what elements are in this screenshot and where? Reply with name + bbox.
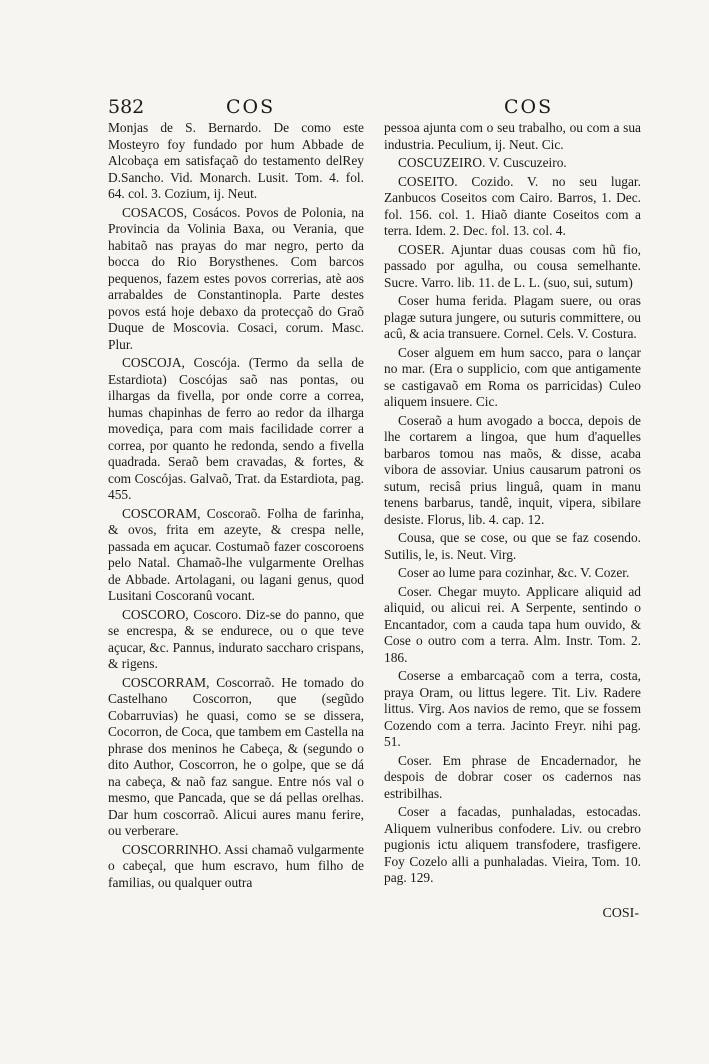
entry-paragraph: pessoa ajunta com o seu trabalho, ou com a sua industria. Peculium, ij. Neut. Cic.	[384, 120, 641, 152]
left-running-head: COS	[226, 96, 276, 118]
right-column	[384, 120, 641, 887]
entry-paragraph: Coser. Em phrase de Encadernador, he despois de dobrar coser os cadernos nas estribilhas.	[384, 752, 641, 801]
entry-paragraph: COSACOS, Cosácos. Povos de Polonia, na Provincia da Volinia Baxa, ou Verania, que habitaõ nas prayas do mar negro, perto da bocca do Rio Borysthenes. Com barcos pequenos, fazem estes povos correrias, atè aos arrabaldes de Constantinopla. Parte destes povos está hoje debaxo da protecçaõ do Graõ Duque de Moscovia. Cosaci, corum. Masc. Plur.	[108, 204, 364, 352]
entry-paragraph: Coser alguem em hum sacco, para o lançar no mar. (Era o supplicio, com que antigamente se castigavaõ em Roma os parricidas) Culeo aliquem insuere. Cic.	[384, 344, 641, 409]
entry-paragraph: Coser. Chegar muyto. Applicare aliquid ad aliquid, ou alicui rei. A Serpente, sentindo o Encantador, com a cauda tapa hum ouvido, & Cose o outro com a terra. Alm. Instr. Tom. 2. 186.	[384, 583, 641, 665]
entry-paragraph: COSCORAM, Coscoraõ. Folha de farinha, & ovos, frita em azeyte, & crespa nelle, passada em açucar. Costumaõ fazer coscoroens pelo Natal. Chamaõ-lhe vulgarmente Orelhas de Abbade. Artolagani, ou lagani genus, quod Lusitani Coscoranû vocant.	[108, 505, 364, 603]
left-column	[108, 120, 364, 891]
entry-paragraph: COSEITO. Cozido. V. no seu lugar. Zanbucos Coseitos com Cairo. Barros, 1. Dec. fol. 156. col. 1. Hiaõ diante Coseitos com a terra. Idem. 2. Dec. fol. 13. col. 4.	[384, 173, 641, 238]
entry-paragraph: Coser ao lume para cozinhar, &c. V. Cozer.	[398, 565, 630, 580]
entry-paragraph: Coser a facadas, punhaladas, estocadas. Aliquem vulneribus confodere. Liv. ou crebro pugionis ictu aliquem transfodere, trasfigere. Foy Cozelo alli a punhaladas. Vieira, Tom. 10. pag. 129.	[384, 804, 641, 885]
entry-paragraph: COSCOJA, Coscója. (Termo da sella de Estardiota) Coscójas saõ nas pontas, ou ilhargas da fivella, por onde corre a correa, humas chapinhas de ferro ao redor da ilharga movediça, para com mais facilidade correr a correa, por quanto he redonda, sendo a fivella quadrada. Seraõ bem cravadas, & fortes, & com Coscójas. Galvaõ, Trat. da Estardiota, pag. 455.	[108, 355, 364, 502]
entry-paragraph: Coseraõ a hum avogado a bocca, depois de lhe cortarem a lingoa, que hum d'aquelles barbaros tomou nas maõs, & disse, acaba vibora de assoviar. Unius causarum patroni os sutum, recisâ prius linguâ, quam in manu tenens barbarus, tandê, inquit, vipera, sibilare desiste. Florus, lib. 4. cap. 12.	[384, 412, 641, 527]
entry-paragraph: COSCORRAM, Coscorraõ. He tomado do Castelhano Coscorron, que (segũdo Cobarruvias) he quasi, como se se dissera, Cocorron, de Coca, que tambem em Castella na phrase dos meninos he Cabeça, & (segundo o dito Author, Coscorron, he o golpe, que se dá na cabeça, & naõ faz sangue. Entre nós val o mesmo, que Pancada, que se dá pellas orelhas. Dar hum coscorraõ. Alicui aures manu ferire, ou verberare.	[108, 674, 364, 838]
entry-paragraph: Coser huma ferida. Plagam suere, ou oras plagæ sutura jungere, ou suturis committere, ou acû, & acia transuere. Cornel. Cels. V. Costura.	[384, 293, 641, 341]
entry-paragraph: Cousa, que se cose, ou que se faz cosendo. Sutilis, le, is. Neut. Virg.	[384, 530, 641, 562]
entry-paragraph: COSCUZEIRO. V. Cuscuzeiro.	[398, 155, 567, 170]
catchword: COSI-	[602, 906, 639, 921]
entry-paragraph: Coserse a embarcaçaõ com a terra, costa, praya Oram, ou littus legere. Tit. Liv. Radere littus. Virg. Aos navios de remo, que se fossem Cozendo com a terra. Jacinto Freyr. nihi pag. 51.	[384, 668, 641, 749]
entry-paragraph: Monjas de S. Bernardo. De como este Mosteyro foy fundado por hum Abbade de Alcobaça em satisfaçaõ do testamento delRey D.Sancho. Vid. Monarch. Lusit. Tom. 4. fol. 64. col. 3. Cozium, ij. Neut.	[108, 120, 364, 201]
page-number: 582	[108, 96, 145, 118]
entry-paragraph: COSCORRINHO. Assi chamaõ vulgarmente o cabeçal, que hum escravo, hum filho de familias, ou qualquer outra	[108, 841, 364, 890]
entry-paragraph: COSER. Ajuntar duas cousas com hũ fio, passado por agulha, ou cousa semelhante. Sucre. Varro. lib. 11. de L. L. (suo, sui, sutum)	[384, 241, 641, 290]
entry-paragraph: COSCORO, Coscoro. Diz-se do panno, que se encrespa, & se endurece, ou o que teve açucar, &c. Pannus, indurato saccharo crispans, & rigens.	[108, 606, 364, 671]
right-running-head: COS	[504, 96, 554, 118]
